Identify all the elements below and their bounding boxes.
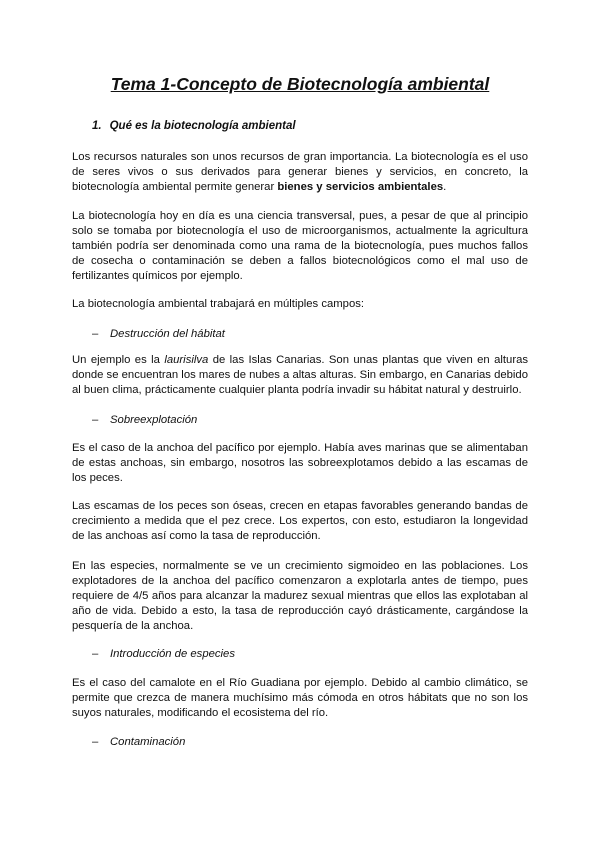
paragraph-intro-text: Los recursos naturales son unos recursos de gran importancia. La biotecnología es el uso de seres vivos o sus derivados para generar bienes y servicios, en concreto, la biotecnología ambiental permite generar bbox=[72, 151, 528, 193]
subheading-contaminacion-label: Contaminación bbox=[110, 736, 186, 748]
paragraph-campos: La biotecnología ambiental trabajará en múltiples campos: bbox=[72, 298, 365, 310]
section-heading bbox=[92, 120, 296, 132]
paragraph-escamas: Las escamas de los peces son óseas, crecen en etapas favorables generando bandas de crecimiento a medida que el pez crece. Los expertos, con esto, estudiaron la longevidad de las anchoas así como la tasa de reproducción. bbox=[72, 500, 528, 542]
section-number: 1. bbox=[92, 120, 102, 132]
subheading-sobreexplotacion bbox=[92, 414, 197, 426]
paragraph-laurisilva-pre: Un ejemplo es la bbox=[72, 354, 165, 366]
subheading-contaminacion bbox=[92, 736, 185, 748]
paragraph-camalote: Es el caso del camalote en el Río Guadiana por ejemplo. Debido al cambio climático, se permite que crezca de manera muchísimo más cómoda en otros hábitats que no son los suyos naturales, modificando el ecosistema del río. bbox=[72, 677, 528, 719]
paragraph-laurisilva-post: de las Islas Canarias. Son unas plantas que viven en alturas donde se encuentran los mares de nubes a altas alturas. Sin embargo, en Canarias debido al buen clima, prácticamente cualquier planta podría invadir su hábitat natural y destruirlo. bbox=[72, 354, 529, 396]
paragraph-laurisilva-italic: laurisilva bbox=[164, 354, 209, 366]
subheading-introduccion bbox=[92, 648, 235, 660]
paragraph-transversal: La biotecnología hoy en día es una ciencia transversal, pues, a pesar de que al principio solo se tomaba por biotecnología el uso de microorganismos, actualmente la agricultura también podría ser denominada como una rama de la biotecnología, pues muchos fallos de cosecha o contaminación se deben a fallos biotecnológicos como el mal uso de fertilizantes químicos por ejemplo. bbox=[72, 210, 528, 282]
subheading-sobreexplotacion-label: Sobreexplotación bbox=[110, 414, 198, 426]
dash-marker: – bbox=[92, 648, 99, 660]
paragraph-intro bbox=[72, 150, 528, 195]
dash-marker: – bbox=[92, 328, 99, 340]
dash-marker: – bbox=[92, 736, 99, 748]
section-title: Qué es la biotecnología ambiental bbox=[109, 120, 296, 132]
dash-marker: – bbox=[92, 414, 99, 426]
subheading-habitat-label: Destrucción del hábitat bbox=[110, 328, 225, 340]
subheading-habitat bbox=[92, 328, 225, 340]
paragraph-intro-end: . bbox=[443, 181, 447, 193]
paragraph-intro-bold: bienes y servicios ambientales bbox=[277, 181, 444, 193]
subheading-introduccion-label: Introducción de especies bbox=[110, 648, 235, 660]
paragraph-crecimiento: En las especies, normalmente se ve un crecimiento sigmoideo en las poblaciones. Los explotadores de la anchoa del pacífico comenzaron a explotarla antes de tiempo, pues requiere de 4/5 años para alcanzar la madurez sexual mientras que ellos las explotaban al año de vida. Debido a esto, la tasa de reproducción cayó drásticamente, cargándose la pesquería de la anchoa. bbox=[72, 560, 528, 632]
paragraph-laurisilva bbox=[72, 353, 528, 398]
paragraph-anchoa: Es el caso de la anchoa del pacífico por ejemplo. Había aves marinas que se alimentaban de estas anchoas, sin embargo, nosotros las sobreexplotamos debido a las escamas de los peces. bbox=[72, 442, 528, 484]
document-title: Tema 1-Concepto de Biotecnología ambiental bbox=[110, 74, 490, 94]
